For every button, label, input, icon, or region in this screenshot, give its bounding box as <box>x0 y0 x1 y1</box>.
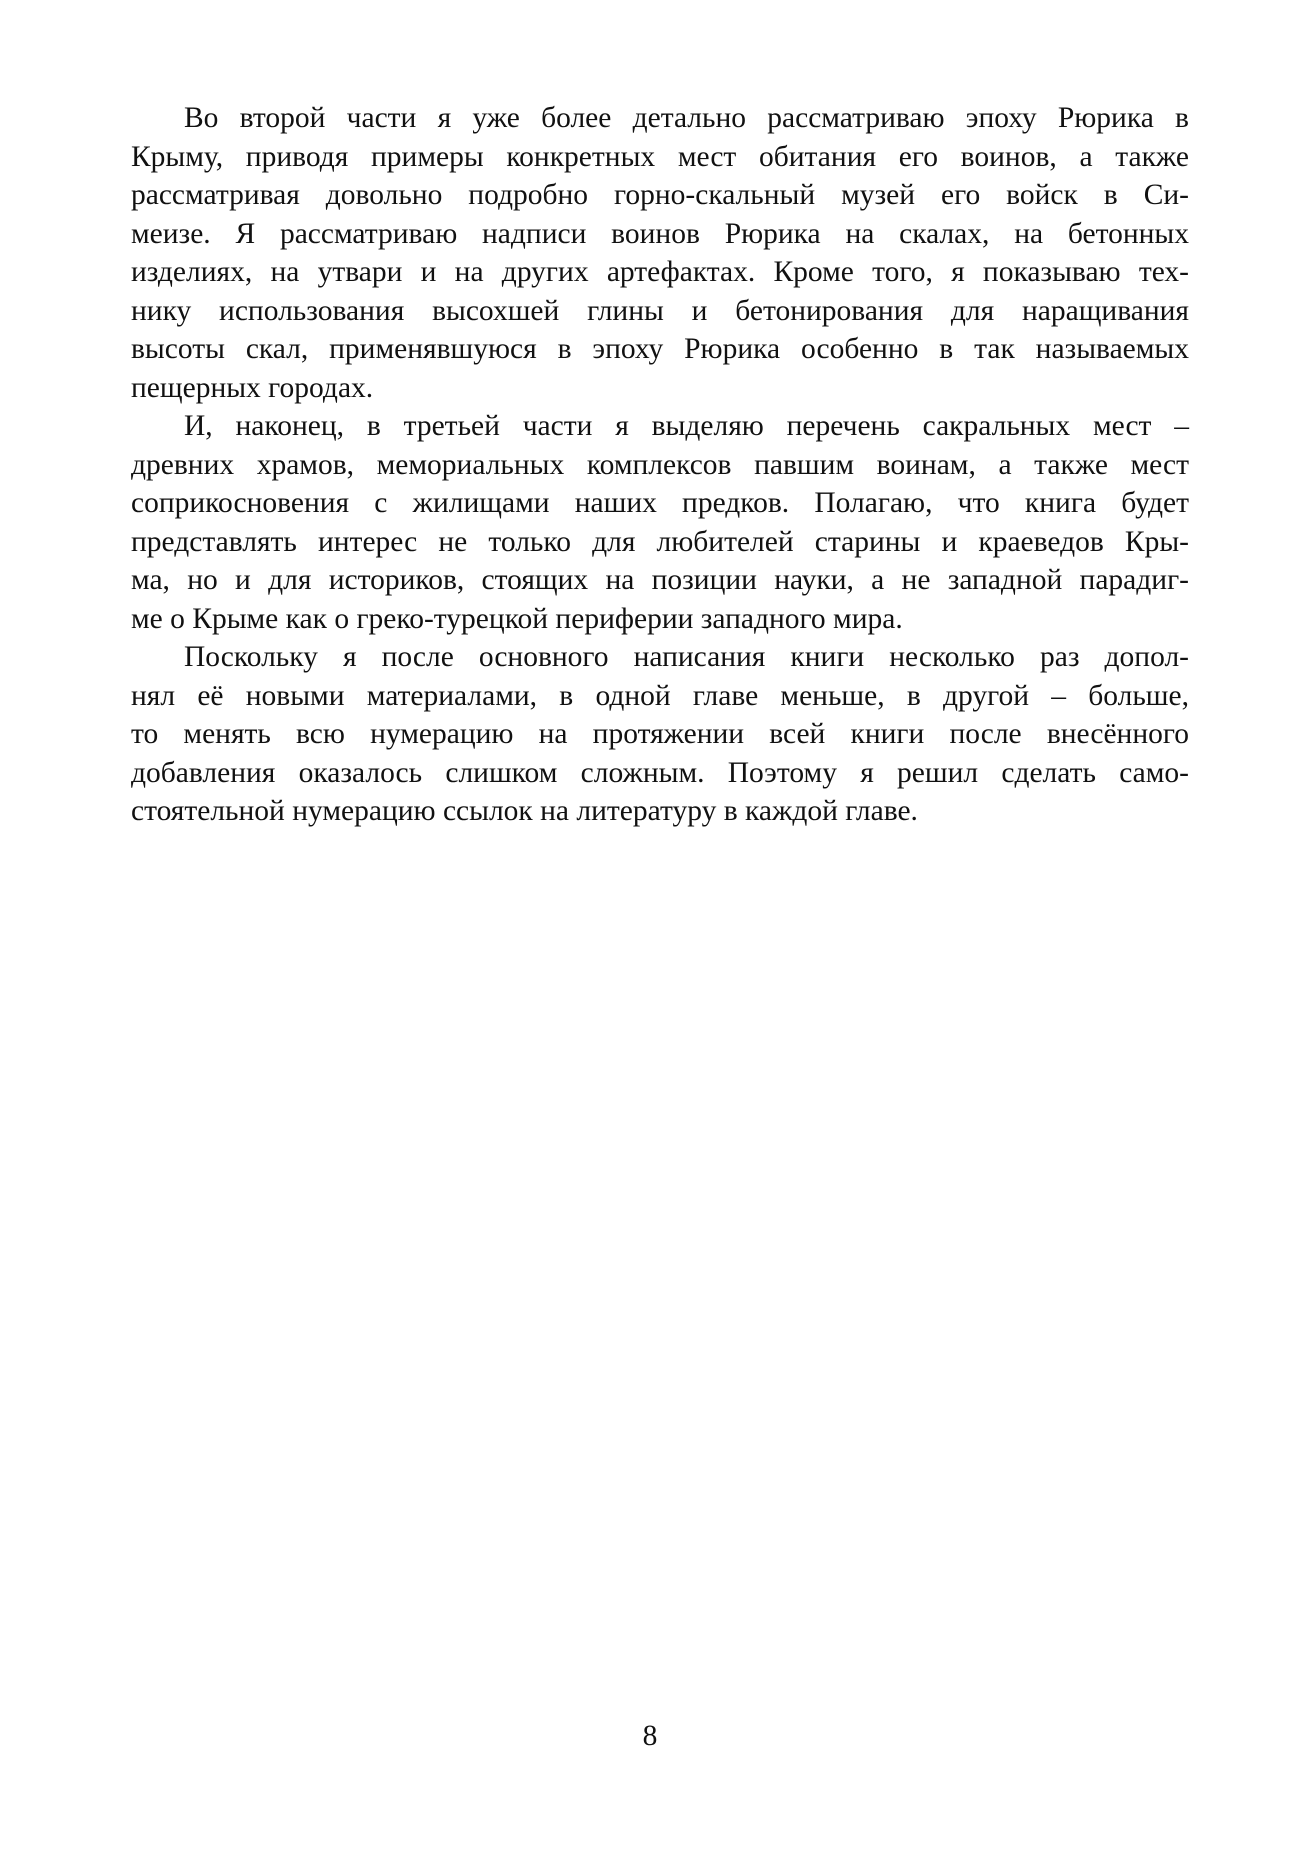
paragraph-line: Крыму, приводя примеры конкретных мест обитания его воинов, а также <box>131 140 1189 173</box>
paragraph-line: И, наконец, в третьей части я выделяю перечень сакральных мест – <box>184 410 1189 442</box>
paragraph-line: представлять интерес не только для любителей старины и краеведов Кры- <box>131 525 1189 558</box>
paragraph-line: ме о Крыме как о греко-турецкой периферии западного мира. <box>131 602 903 635</box>
paragraph-line: соприкосновения с жилищами наших предков. Полагаю, что книга будет <box>131 487 1189 519</box>
paragraph-1 <box>131 99 1189 407</box>
paragraph-line: нял её новыми материалами, в одной главе меньше, в другой – больше, <box>131 679 1189 712</box>
paragraph-2 <box>131 407 1189 638</box>
paragraph-line: древних храмов, мемориальных комплексов павшим воинам, а также мест <box>131 448 1189 481</box>
paragraph-line: ма, но и для историков, стоящих на позиции науки, а не западной парадиг- <box>131 564 1189 596</box>
paragraph-line: пещерных городах. <box>131 371 374 404</box>
paragraph-line: высоты скал, применявшуюся в эпоху Рюрика особенно в так называемых <box>131 333 1189 365</box>
paragraph-3 <box>131 638 1189 831</box>
body-text <box>131 99 1189 831</box>
paragraph-line: Поскольку я после основного написания книги несколько раз допол- <box>184 641 1189 673</box>
paragraph-line: добавления оказалось слишком сложным. Поэтому я решил сделать само- <box>131 756 1189 789</box>
paragraph-line: нику использования высохшей глины и бетонирования для наращивания <box>131 294 1189 327</box>
paragraph-line: изделиях, на утвари и на других артефактах. Кроме того, я показываю тех- <box>131 256 1189 288</box>
page-number: 8 <box>642 1720 658 1752</box>
paragraph-line: стоятельной нумерацию ссылок на литературу в каждой главе. <box>131 795 918 827</box>
paragraph-line: Во второй части я уже более детально рассматриваю эпоху Рюрика в <box>184 102 1189 134</box>
paragraph-line: рассматривая довольно подробно горно-скальный музей его войск в Си- <box>131 179 1189 211</box>
paragraph-line: меизе. Я рассматриваю надписи воинов Рюрика на скалах, на бетонных <box>131 217 1189 250</box>
paragraph-line: то менять всю нумерацию на протяжении всей книги после внесённого <box>131 718 1189 750</box>
